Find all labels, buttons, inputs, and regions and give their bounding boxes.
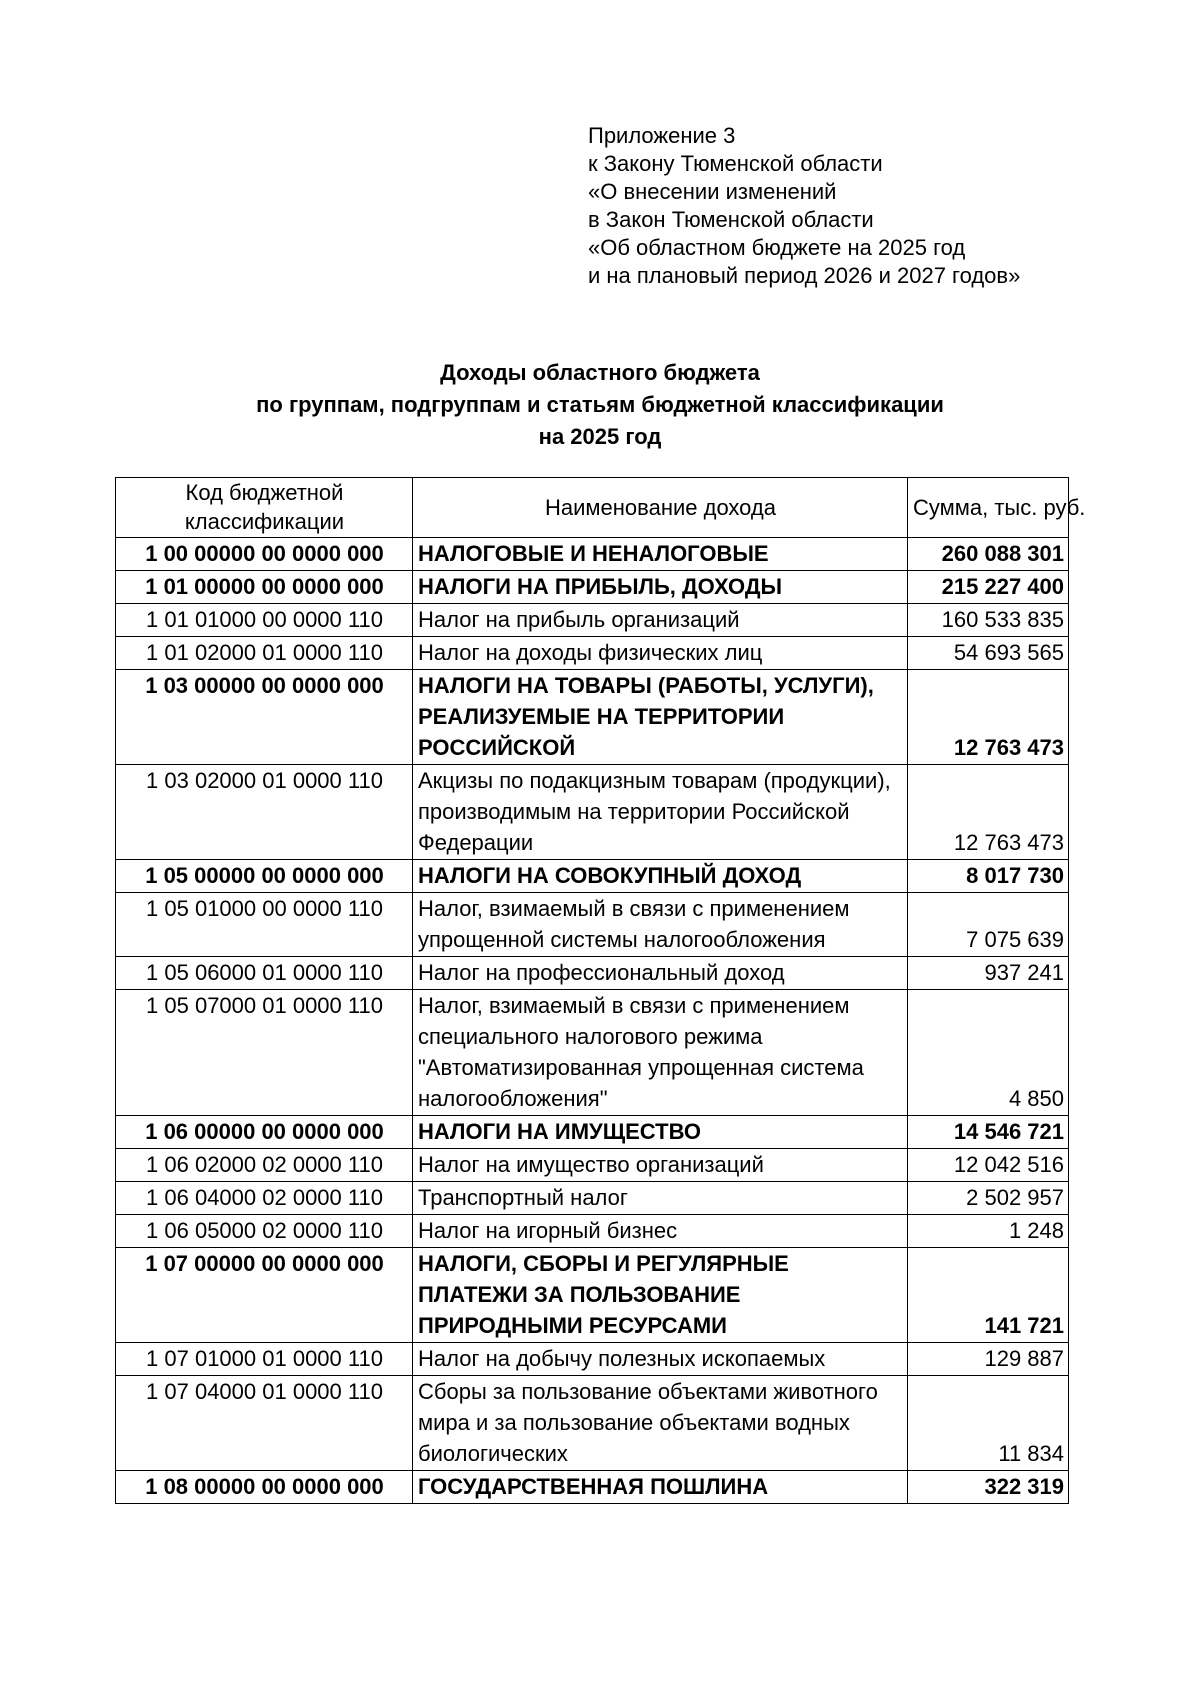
annex-line: к Закону Тюменской области (588, 151, 883, 176)
row-code: 1 07 00000 00 0000 000 (116, 1248, 413, 1343)
annex-line: в Закон Тюменской области (588, 207, 874, 232)
row-name: НАЛОГОВЫЕ И НЕНАЛОГОВЫЕ (413, 538, 908, 571)
row-code: 1 05 01000 00 0000 110 (116, 893, 413, 957)
table-row (116, 1149, 1069, 1182)
table-row (116, 1376, 1069, 1471)
table-row (116, 1471, 1069, 1504)
row-amount: 8 017 730 (908, 860, 1069, 893)
row-name: Налог, взимаемый в связи с применением упрощенной системы налогообложения (413, 893, 908, 957)
table-row (116, 1248, 1069, 1343)
table-row (116, 990, 1069, 1116)
row-code: 1 03 00000 00 0000 000 (116, 670, 413, 765)
row-amount: 260 088 301 (908, 538, 1069, 571)
table-row (116, 571, 1069, 604)
row-code: 1 06 05000 02 0000 110 (116, 1215, 413, 1248)
table-row (116, 604, 1069, 637)
table-row (116, 1343, 1069, 1376)
annex-line: «О внесении изменений (588, 179, 837, 204)
row-code: 1 05 00000 00 0000 000 (116, 860, 413, 893)
table-row (116, 538, 1069, 571)
row-amount: 141 721 (908, 1248, 1069, 1343)
row-code: 1 05 07000 01 0000 110 (116, 990, 413, 1116)
table-row (116, 637, 1069, 670)
annex-line: Приложение 3 (588, 123, 736, 148)
row-amount: 160 533 835 (908, 604, 1069, 637)
row-name: НАЛОГИ, СБОРЫ И РЕГУЛЯРНЫЕ ПЛАТЕЖИ ЗА ПОЛЬЗОВАНИЕ ПРИРОДНЫМИ РЕСУРСАМИ (413, 1248, 908, 1343)
row-code: 1 01 01000 00 0000 110 (116, 604, 413, 637)
row-amount: 12 763 473 (908, 670, 1069, 765)
row-amount: 1 248 (908, 1215, 1069, 1248)
row-code: 1 01 00000 00 0000 000 (116, 571, 413, 604)
header-name: Наименование дохода (413, 478, 908, 538)
table-row (116, 860, 1069, 893)
table-row (116, 670, 1069, 765)
row-code: 1 07 01000 01 0000 110 (116, 1343, 413, 1376)
row-amount: 129 887 (908, 1343, 1069, 1376)
header-amount: Сумма, тыс. руб. (908, 478, 1069, 538)
row-amount: 12 763 473 (908, 765, 1069, 860)
row-code: 1 07 04000 01 0000 110 (116, 1376, 413, 1471)
row-amount: 54 693 565 (908, 637, 1069, 670)
row-amount: 2 502 957 (908, 1182, 1069, 1215)
row-name: Налог на добычу полезных ископаемых (413, 1343, 908, 1376)
row-name: Налог, взимаемый в связи с применением специального налогового режима "Автоматизированная упрощенная система налогообложения" (413, 990, 908, 1116)
row-name: НАЛОГИ НА ИМУЩЕСТВО (413, 1116, 908, 1149)
title-line: на 2025 год (538, 424, 662, 449)
row-name: Акцизы по подакцизным товарам (продукции), производимым на территории Российской Федерации (413, 765, 908, 860)
row-name: Налог на профессиональный доход (413, 957, 908, 990)
row-name: Налог на игорный бизнес (413, 1215, 908, 1248)
table-row (116, 1116, 1069, 1149)
title-line: по группам, подгруппам и статьям бюджетной классификации (256, 392, 944, 417)
row-name: НАЛОГИ НА ПРИБЫЛЬ, ДОХОДЫ (413, 571, 908, 604)
annex-block (588, 122, 1020, 290)
row-name: ГОСУДАРСТВЕННАЯ ПОШЛИНА (413, 1471, 908, 1504)
row-name: НАЛОГИ НА СОВОКУПНЫЙ ДОХОД (413, 860, 908, 893)
row-code: 1 00 00000 00 0000 000 (116, 538, 413, 571)
row-amount: 4 850 (908, 990, 1069, 1116)
row-name: Сборы за пользование объектами животного мира и за пользование объектами водных биологических (413, 1376, 908, 1471)
row-amount: 322 319 (908, 1471, 1069, 1504)
table-row (116, 1182, 1069, 1215)
row-code: 1 05 06000 01 0000 110 (116, 957, 413, 990)
table-row (116, 765, 1069, 860)
row-amount: 7 075 639 (908, 893, 1069, 957)
table-row (116, 1215, 1069, 1248)
row-code: 1 06 00000 00 0000 000 (116, 1116, 413, 1149)
revenue-table (115, 477, 1086, 1504)
row-code: 1 08 00000 00 0000 000 (116, 1471, 413, 1504)
row-amount: 11 834 (908, 1376, 1069, 1471)
row-amount: 14 546 721 (908, 1116, 1069, 1149)
document-title (0, 357, 1200, 453)
annex-line: «Об областном бюджете на 2025 год (588, 235, 966, 260)
row-code: 1 06 04000 02 0000 110 (116, 1182, 413, 1215)
annex-line: и на плановый период 2026 и 2027 годов» (588, 263, 1021, 288)
row-name: НАЛОГИ НА ТОВАРЫ (РАБОТЫ, УСЛУГИ), РЕАЛИЗУЕМЫЕ НА ТЕРРИТОРИИ РОССИЙСКОЙ (413, 670, 908, 765)
row-code: 1 01 02000 01 0000 110 (116, 637, 413, 670)
row-name: Транспортный налог (413, 1182, 908, 1215)
row-name: Налог на имущество организаций (413, 1149, 908, 1182)
table-row (116, 893, 1069, 957)
row-code: 1 06 02000 02 0000 110 (116, 1149, 413, 1182)
row-amount: 215 227 400 (908, 571, 1069, 604)
table-row (116, 957, 1069, 990)
header-code: Код бюджетной классификации (116, 478, 413, 538)
row-amount: 12 042 516 (908, 1149, 1069, 1182)
row-amount: 937 241 (908, 957, 1069, 990)
row-name: Налог на доходы физических лиц (413, 637, 908, 670)
row-name: Налог на прибыль организаций (413, 604, 908, 637)
title-line: Доходы областного бюджета (440, 360, 760, 385)
row-code: 1 03 02000 01 0000 110 (116, 765, 413, 860)
table-header-row (116, 478, 1069, 538)
